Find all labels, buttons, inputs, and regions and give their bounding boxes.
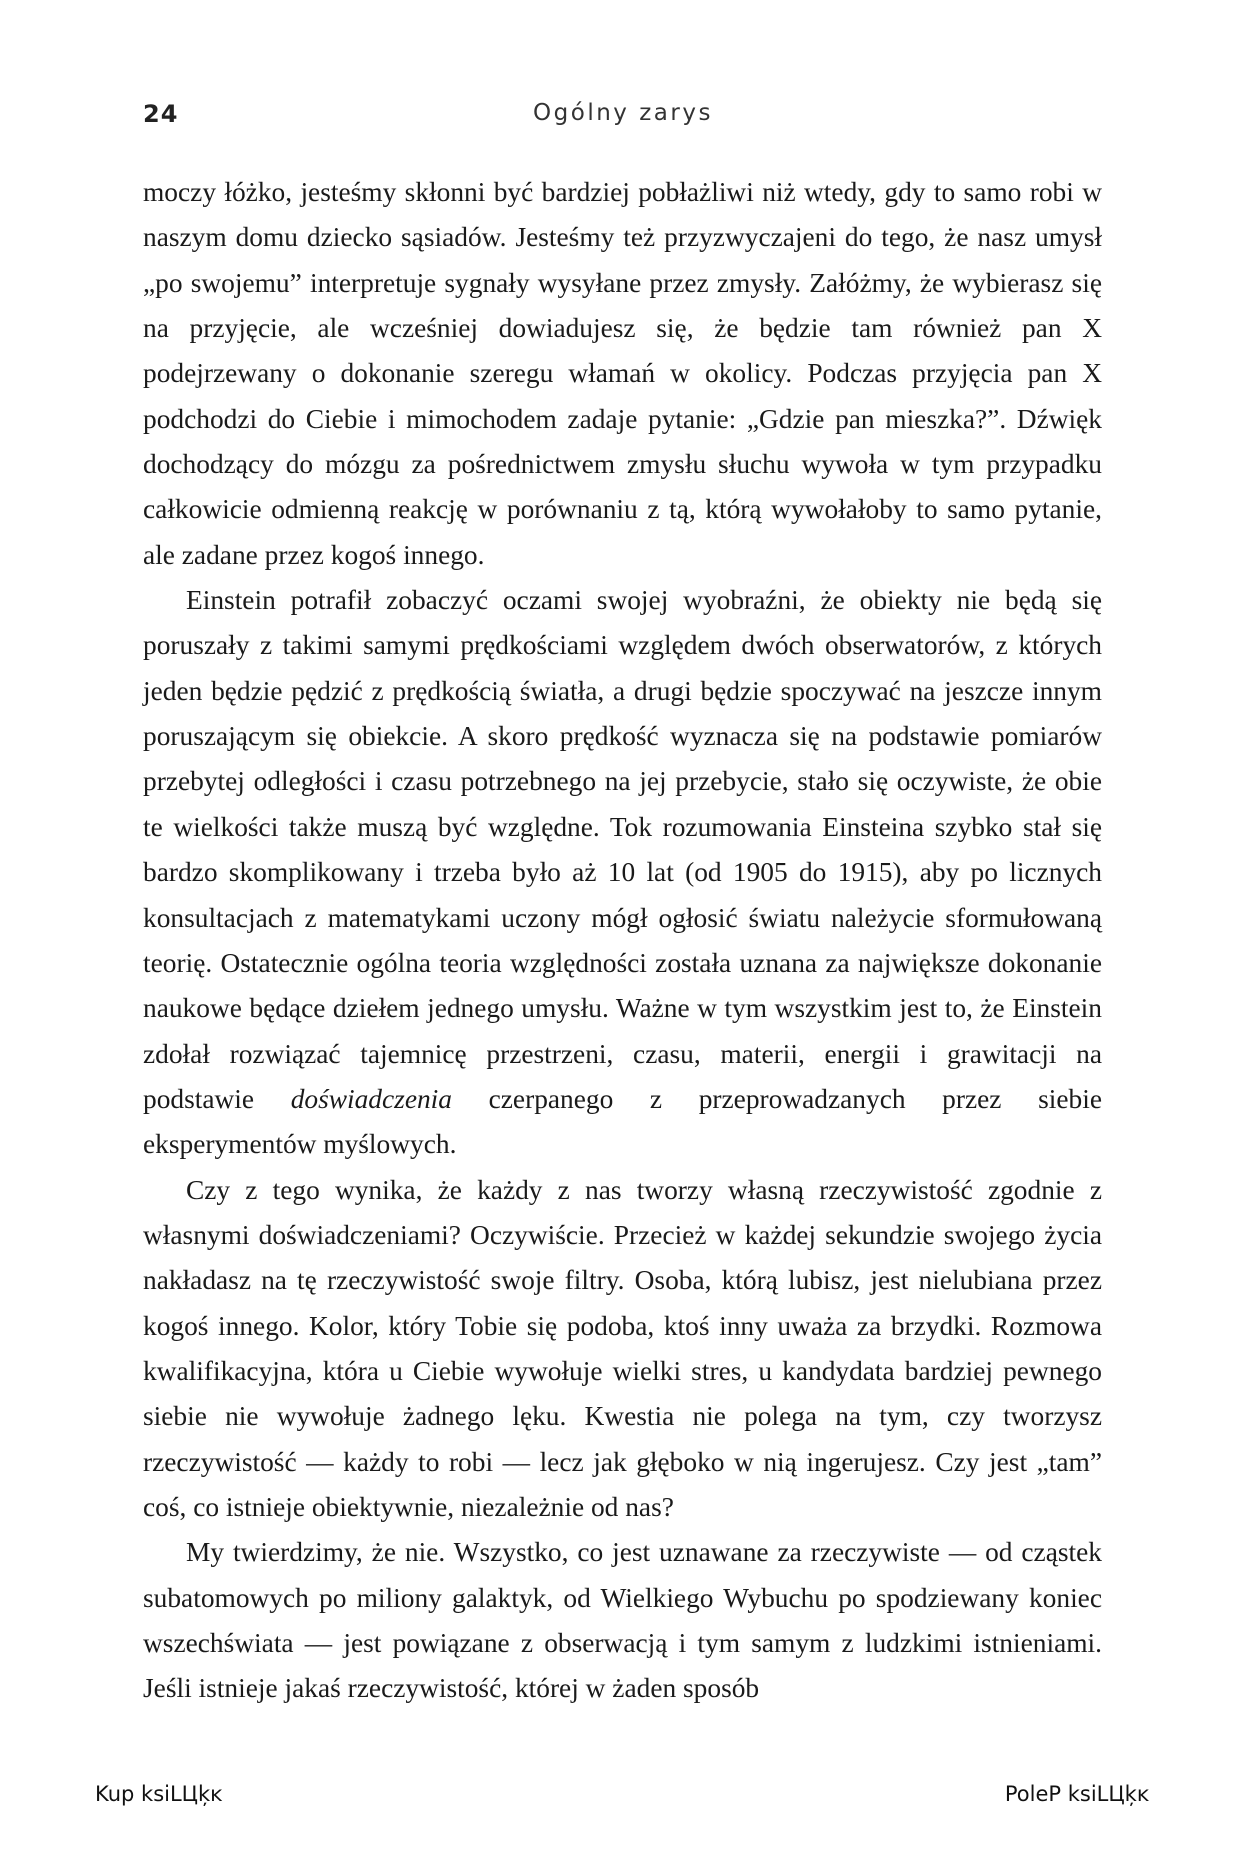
body-text xyxy=(143,170,1102,1712)
recommend-book-link[interactable]: PoleP ksiLЦķĸ xyxy=(1004,1782,1149,1806)
running-title: Ogólny zarys xyxy=(533,100,713,126)
page-number: 24 xyxy=(143,100,179,128)
buy-book-link[interactable]: Kup ksiLЦķĸ xyxy=(95,1782,223,1806)
paragraph-1: moczy łóżko, jesteśmy skłonni być bardziej pobłażliwi niż wtedy, gdy to samo robi w naszym domu dziecko sąsiadów. Jesteśmy też przyzwyczajeni do tego, że nasz umysł „po swojemu” interpretuje sygnały wysyłane przez zmysły. Załóżmy, że wybierasz się na przyjęcie, ale wcześniej dowiadujesz się, że będzie tam również pan X podejrzewany o dokonanie szeregu włamań w okolicy. Podczas przyjęcia pan X podchodzi do Ciebie i mimochodem zadaje pytanie: „Gdzie pan mieszka?”. Dźwięk dochodzący do mózgu za pośrednictwem zmysłu słuchu wywoła w tym przypadku całkowicie odmienną reakcję w porównaniu z tą, którą wywołałoby to samo pytanie, ale zadane przez kogoś innego. xyxy=(143,177,1102,570)
paragraph-2-text-b: czerpanego z przeprowadzanych przez siebie eksperymentów myślowych. xyxy=(143,1083,1102,1160)
paragraph-2 xyxy=(143,578,1102,1167)
emphasis-doswiadczenia: doświadczenia xyxy=(290,1083,452,1114)
page-header xyxy=(143,96,1103,136)
paragraph-4: My twierdzimy, że nie. Wszystko, co jest uznawane za rzeczywiste — od cząstek subatomowych po miliony galaktyk, od Wielkiego Wybuchu po spodziewany koniec wszechświata — jest powiązane z obserwacją i tym samym z ludzkimi istnieniami. Jeśli istnieje jakaś rzeczywistość, której w żaden sposób xyxy=(143,1537,1102,1704)
paragraph-3: Czy z tego wynika, że każdy z nas tworzy własną rzeczywistość zgodnie z własnymi doświadczeniami? Oczywiście. Przecież w każdej sekundzie swojego życia nakładasz na tę rzeczywistość swoje filtry. Osoba, którą lubisz, jest nielubiana przez kogoś innego. Kolor, który Tobie się podoba, ktoś inny uważa za brzydki. Rozmowa kwalifikacyjna, która u Ciebie wywołuje wielki stres, u kandydata bardziej pewnego siebie nie wywołuje żadnego lęku. Kwestia nie polega na tym, czy tworzysz rzeczywistość — każdy to robi — lecz jak głęboko w nią ingerujesz. Czy jest „tam” coś, co istnieje obiektywnie, niezależnie od nas? xyxy=(143,1174,1102,1522)
paragraph-2-text-a: Einstein potrafił zobaczyć oczami swojej wyobraźni, że obiekty nie będą się poruszały z takimi samymi prędkościami względem dwóch obserwatorów, z których jeden będzie pędzić z prędkością światła, a drugi będzie spoczywać na jeszcze innym poruszającym się obiekcie. A skoro prędkość wyznacza się na podstawie pomiarów przebytej odległości i czasu potrzebnego na jej przebycie, stało się oczywiste, że obie te wielkości także muszą być względne. Tok rozumowania Einsteina szybko stał się bardzo skomplikowany i trzeba było aż 10 lat (od 1905 do 1915), aby po licznych konsultacjach z matematykami uczony mógł ogłosić światu należycie sformułowaną teorię. Ostatecznie ogólna teoria względności została uznana za największe dokonanie naukowe będące dziełem jednego umysłu. Ważne w tym wszystkim jest to, że Einstein zdołał rozwiązać tajemnicę przestrzeni, czasu, materii, energii i grawitacji na podstawie xyxy=(143,585,1102,1114)
